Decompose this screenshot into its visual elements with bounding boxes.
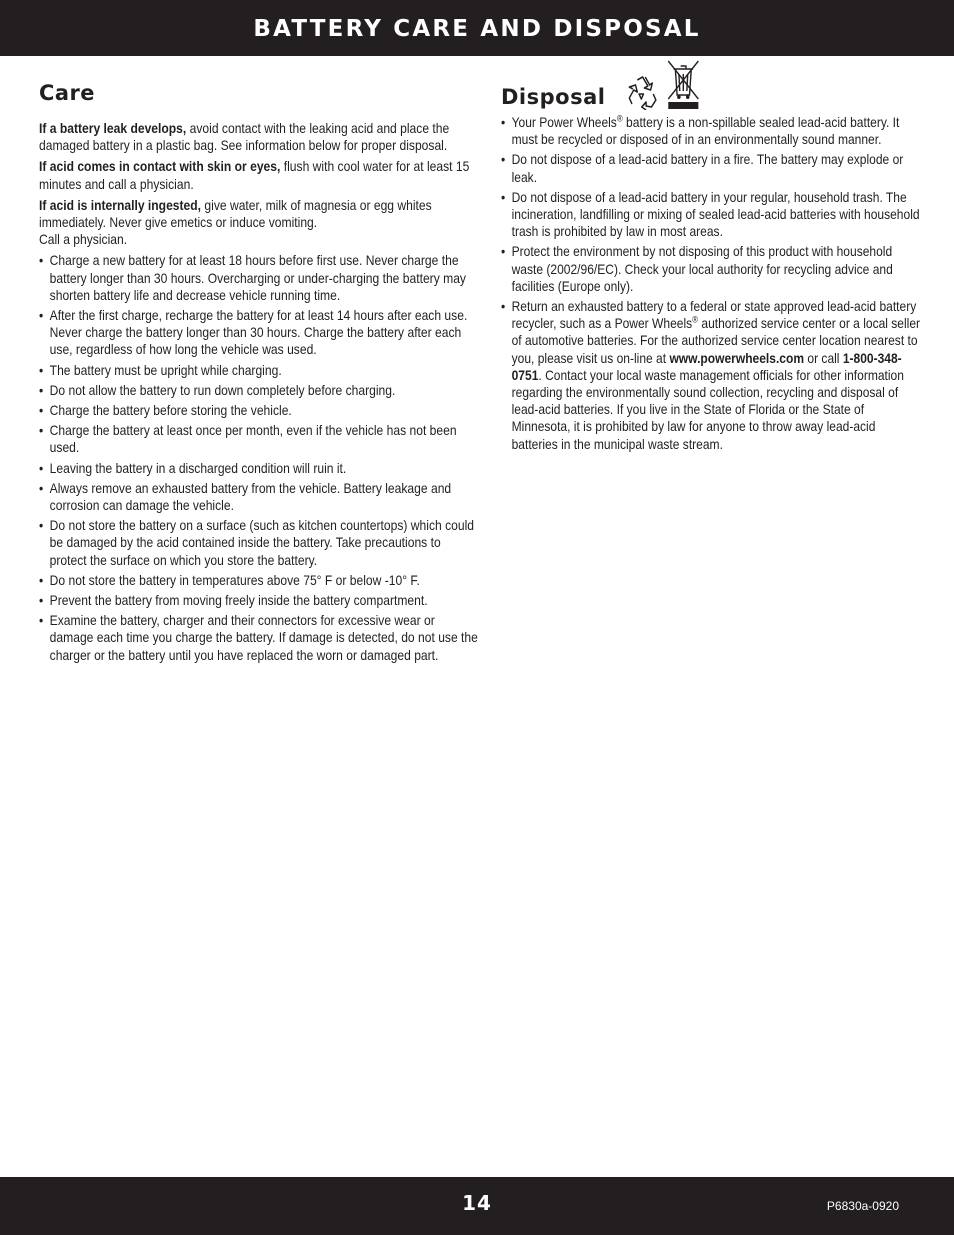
registered-mark: ®: [692, 314, 699, 325]
care-bullet: • The battery must be upright while charging.: [39, 362, 480, 379]
leak-bold: If a battery leak develops,: [39, 121, 187, 136]
care-bullet: • Prevent the battery from moving freely inside the battery compartment.: [39, 592, 480, 609]
ingested-paragraph: [39, 197, 480, 249]
page-footer: [0, 1177, 954, 1235]
website-link[interactable]: www.powerwheels.com: [669, 350, 805, 366]
care-bullet: • Charge the battery before storing the vehicle.: [39, 402, 480, 419]
skin-paragraph: [39, 158, 480, 192]
skin-bold: If acid comes in contact with skin or eyes,: [39, 159, 281, 175]
care-bullet: • Charge a new battery for at least 18 hours before first use. Never charge the battery longer than 30 hours. Overcharging or under-charging the battery may shorten battery life and decrease vehicle running time.: [39, 252, 480, 304]
b5-post: . Contact your local waste management officials for other information regarding the environmentally sound collection, recycling and disposal of lead-acid batteries. If you live in the State of Florida or the State of Minnesota, it is prohibited by law for anyone to throw away lead-acid batteries in the municipal waste stream.: [511, 367, 904, 452]
disposal-bullet-list: [501, 114, 921, 453]
care-bullet: • Do not allow the battery to run down completely before charging.: [39, 382, 480, 399]
registered-mark: ®: [616, 113, 623, 124]
b5-pre: Return an exhausted battery to a federal or state approved lead-acid battery recycler, such as a Power Wheels: [511, 299, 917, 332]
leak-paragraph: [39, 120, 480, 154]
disposal-icons: [627, 58, 701, 114]
care-heading: Care: [39, 81, 96, 105]
disposal-bullet: • Do not dispose of a lead-acid battery in your regular, household trash. The incineration, landfilling or mixing of sealed lead-acid batteries with household trash is prohibited by law in most areas.: [501, 189, 921, 241]
skin-text: flush with cool water for at least 15 minutes and call a physician.: [39, 159, 470, 192]
leak-text: avoid contact with the leaking acid and place the damaged battery in a plastic bag. See information below for proper disposal.: [39, 121, 450, 154]
care-bullet: • Leaving the battery in a discharged condition will ruin it.: [39, 460, 480, 477]
disposal-bullet: [501, 114, 921, 148]
b1-post: battery is a non-spillable sealed lead-acid battery. It must be recycled or disposed of in an environmentally sound manner.: [511, 115, 900, 148]
b1-pre: Your Power Wheels: [511, 115, 617, 130]
disposal-bullet: [501, 298, 921, 453]
disposal-bullet: • Protect the environment by not disposing of this product with household waste (2002/96/EC). Check your local authority for recycling advice and facilities (Europe only).: [501, 243, 921, 295]
care-bullet: • After the first charge, recharge the battery for at least 14 hours after each use. Never charge the battery longer than 30 hours. Charge the battery after each use, regardless of how long the vehicle was used.: [39, 307, 480, 359]
care-section: [39, 80, 480, 667]
crossed-out-bin-icon: [666, 58, 701, 114]
disposal-bullet: • Do not dispose of a lead-acid battery in a fire. The battery may explode or leak.: [501, 151, 921, 185]
disposal-header: [501, 70, 921, 114]
phone-number: 1-800-348-0751: [511, 350, 902, 383]
care-bullet: • Always remove an exhausted battery from the vehicle. Battery leakage and corrosion can damage the vehicle.: [39, 480, 480, 514]
b5-or: or call: [804, 350, 843, 366]
disposal-heading: Disposal: [501, 85, 606, 109]
care-bullet: • Do not store the battery in temperatures above 75° F or below -10° F.: [39, 572, 480, 589]
page-title: BATTERY CARE AND DISPOSAL: [253, 16, 701, 42]
care-bullet: • Examine the battery, charger and their connectors for excessive wear or damage each time you charge the battery. If damage is detected, do not use the charger or the battery until you have replaced the worn or damaged part.: [39, 612, 480, 664]
document-code: P6830a-0920: [826, 1199, 899, 1213]
ingested-bold: If acid is internally ingested,: [39, 197, 202, 213]
ingested-text: give water, milk of magnesia or egg whites immediately. Never give emetics or induce vomiting.: [39, 197, 432, 231]
b5-mid: authorized service center or a local seller of automotive batteries. For the authorized service center location nearest to you, please visit us on-line at: [511, 316, 921, 366]
care-bullet: • Do not store the battery on a surface (such as kitchen countertops) which could be damaged by the acid contained inside the battery. Take precautions to protect the surface on which you store the battery.: [39, 517, 480, 569]
page-header: [0, 0, 954, 56]
page-number: 14: [462, 1191, 492, 1215]
disposal-section: [501, 70, 921, 456]
care-bullet: • Charge the battery at least once per month, even if the vehicle has not been used.: [39, 422, 480, 456]
care-bullet-list: [39, 252, 480, 663]
call-physician-text: Call a physician.: [39, 232, 128, 248]
